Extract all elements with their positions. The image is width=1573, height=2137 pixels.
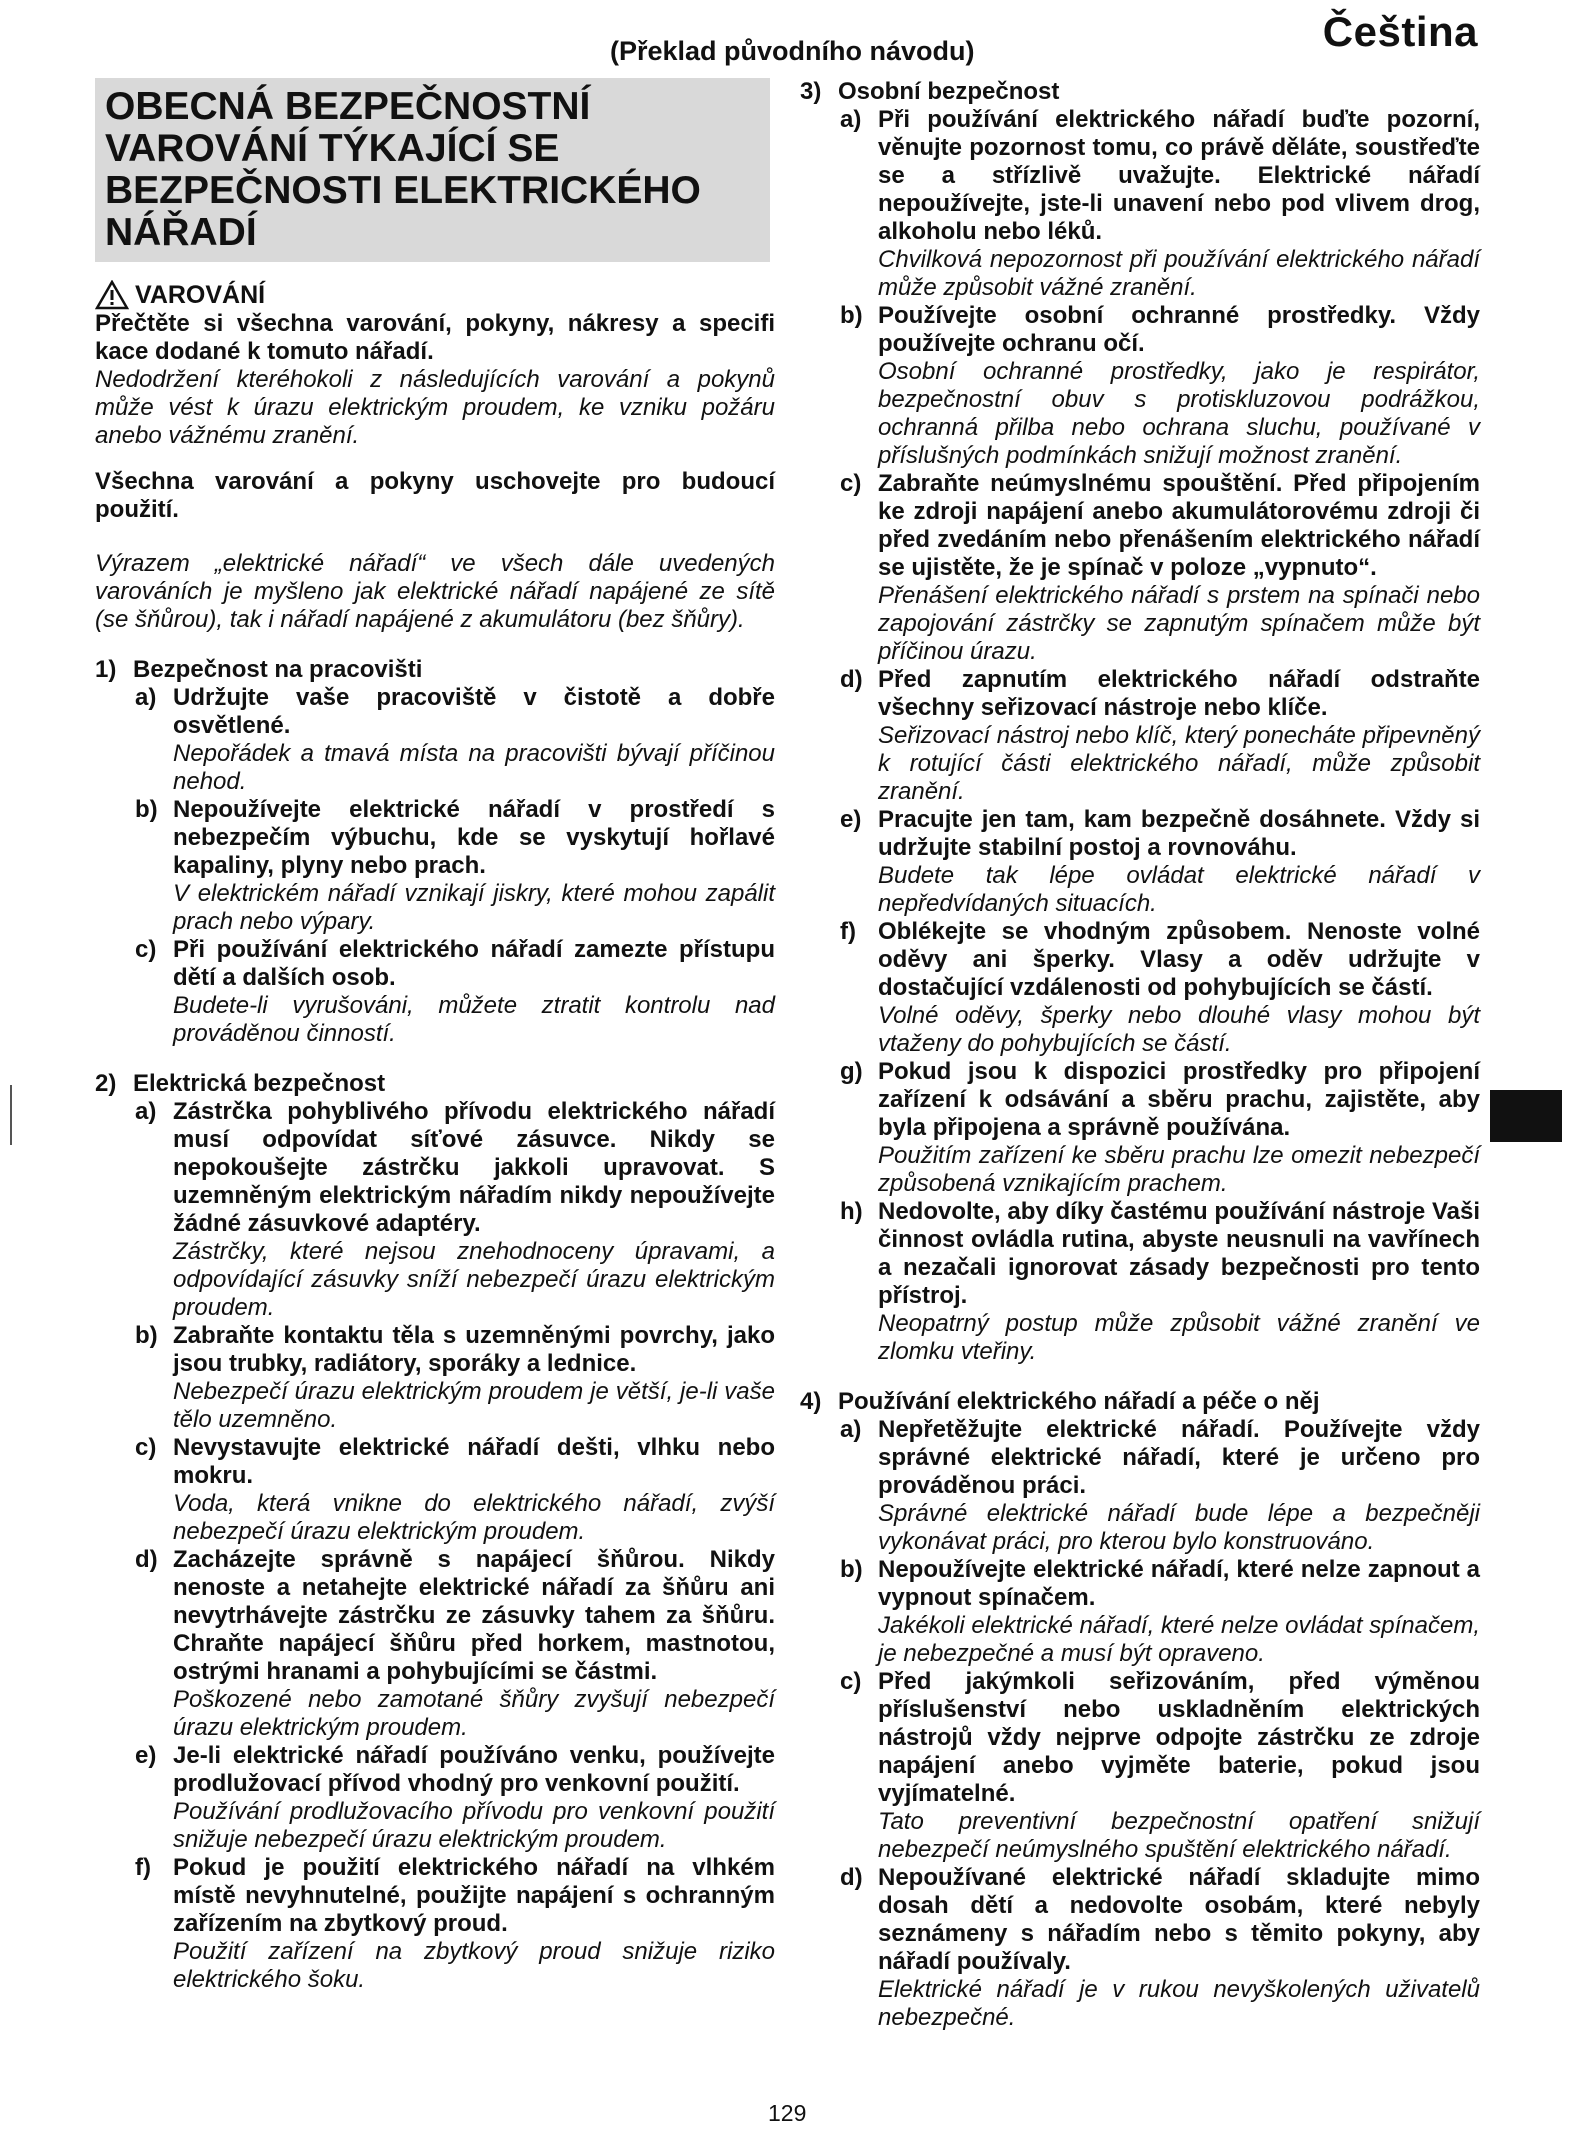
section-title [95, 656, 775, 684]
left-sections [95, 656, 775, 1994]
warning-triangle-icon [95, 280, 129, 310]
item-body [173, 1546, 775, 1742]
section [800, 1388, 1480, 2032]
page-title: OBECNÁ BEZPEČNOSTNÍ VAROVÁNÍ TÝKAJÍCÍ SE BEZPEČNOSTI ELEKTRICKÉHO NÁŘADÍ [95, 78, 770, 262]
item-letter: a) [135, 1098, 157, 1125]
item-instruction: Před jakýmkoli seřizováním, před výměnou příslušenství nebo uskladněním elektrických nástrojů vždy nejprve odpojte zástrčku ze zdroje napájení anebo vyjměte baterie, pokud jsou vyjímatelné. [878, 1668, 1480, 1807]
item-body [878, 806, 1480, 918]
item-body [878, 666, 1480, 806]
item-instruction: Je-li elektrické nářadí používáno venku, používejte prodlužovací přívod vhodný pro venkovní použití. [173, 1742, 775, 1797]
item-note: Přenášení elektrického nářadí s prstem na spínači nebo zapojování zástrčky se zapnutým spínačem může být příčinou úrazu. [878, 582, 1480, 665]
list-item [135, 1546, 775, 1742]
item-instruction: Zacházejte správně s napájecí šňůrou. Nikdy nenoste a netahejte elektrické nářadí za šňůru ani nevytrhávejte zástrčku ze zásuvky tahem za šňůru. Chraňte napájecí šňůru před horkem, mastnotou, ostrými hranami a pohybujícími se částmi. [173, 1546, 775, 1685]
item-note: Budete tak lépe ovládat elektrické nářadí v nepředvídaných situacích. [878, 862, 1480, 917]
section-number: 4) [800, 1388, 822, 1415]
list-item [840, 806, 1480, 918]
item-instruction: Nepoužívané elektrické nářadí skladujte mimo dosah dětí a nedovolte osobám, které nebyly seznámeny s nářadím nebo s těmito pokyny, aby nářadí používaly. [878, 1864, 1480, 1975]
item-body [878, 918, 1480, 1058]
item-body [173, 1322, 775, 1434]
section-number: 1) [95, 656, 117, 683]
item-instruction: Zabraňte kontaktu těla s uzemněnými povrchy, jako jsou trubky, radiátory, sporáky a lednice. [173, 1322, 775, 1377]
item-body [173, 1854, 775, 1994]
list-item [840, 470, 1480, 666]
read-all-note: Nedodržení kteréhokoli z následujících varování a pokynů může vést k úrazu elektrickým proudem, ke vzniku požáru anebo vážnému zranění. [95, 366, 775, 449]
item-note: Nebezpečí úrazu elektrickým proudem je větší, je-li vaše tělo uzemněno. [173, 1378, 775, 1433]
item-instruction: Nepřetěžujte elektrické nářadí. Používejte vždy správné elektrické nářadí, které je určeno pro prováděnou práci. [878, 1416, 1480, 1499]
item-note: Seřizovací nástroj nebo klíč, který ponecháte připevněný k rotující části elektrického nářadí, může způsobit zranění. [878, 722, 1480, 805]
item-body [878, 1668, 1480, 1864]
item-note: Volné oděvy, šperky nebo dlouhé vlasy mohou být vtaženy do pohybujících se částí. [878, 1002, 1480, 1057]
item-note: V elektrickém nářadí vznikají jiskry, které mohou zapálit prach nebo výpary. [173, 880, 775, 935]
item-body [173, 1742, 775, 1854]
item-instruction: Zabraňte neúmyslnému spouštění. Před připojením ke zdroji napájení anebo akumulátorovému zdroji či před zvedáním nebo přenášením elektrického nářadí se ujistěte, že je spínač v poloze „vypnuto“. [878, 470, 1480, 581]
section-title [800, 78, 1480, 106]
item-body [173, 936, 775, 1048]
item-body [878, 302, 1480, 470]
item-note: Použitím zařízení ke sběru prachu lze omezit nebezpečí způsobená vznikajícím prachem. [878, 1142, 1480, 1197]
item-note: Použití zařízení na zbytkový proud snižuje riziko elektrického šoku. [173, 1938, 775, 1993]
item-note: Neopatrný postup může způsobit vážné zranění ve zlomku vteřiny. [878, 1310, 1480, 1365]
section-title-text: Elektrická bezpečnost [133, 1070, 386, 1097]
item-note: Voda, která vnikne do elektrického nářadí, zvýší nebezpečí úrazu elektrickým proudem. [173, 1490, 775, 1545]
list-item [840, 1198, 1480, 1366]
item-letter: d) [135, 1546, 158, 1573]
item-instruction: Nepoužívejte elektrické nářadí v prostředí s nebezpečím výbuchu, kde se vyskytují hořlavé kapaliny, plyny nebo prach. [173, 796, 775, 879]
item-body [878, 1416, 1480, 1556]
section-number: 3) [800, 78, 822, 105]
item-letter: h) [840, 1198, 863, 1225]
list-item [840, 1416, 1480, 1556]
item-instruction: Pokud jsou k dispozici prostředky pro připojení zařízení k odsávání a sběru prachu, zajistěte, aby byla připojena a správně používána. [878, 1058, 1480, 1141]
item-letter: a) [840, 1416, 862, 1443]
section-title-text: Osobní bezpečnost [838, 78, 1060, 105]
item-note: Používání prodlužovacího přívodu pro venkovní použití snižuje nebezpečí úrazu elektrickým proudem. [173, 1798, 775, 1853]
language-title: Čeština [1322, 8, 1478, 55]
list-item [135, 1434, 775, 1546]
left-column [95, 78, 775, 1994]
language-tab-marker [1490, 1090, 1562, 1142]
section-title [95, 1070, 775, 1098]
item-instruction: Udržujte vaše pracoviště v čistotě a dobře osvětlené. [173, 684, 775, 739]
list-item [840, 1864, 1480, 2032]
item-note: Správné elektrické nářadí bude lépe a bezpečněji vykonávat práci, pro kterou bylo konstruováno. [878, 1500, 1480, 1555]
section-number: 2) [95, 1070, 117, 1097]
list-item [840, 106, 1480, 302]
item-body [173, 1434, 775, 1546]
item-body [173, 1098, 775, 1322]
item-body [878, 1058, 1480, 1198]
item-letter: c) [135, 1434, 157, 1461]
item-note: Zástrčky, které nejsou znehodnoceny úpravami, a odpovídající zásuvky sníží nebezpečí úrazu elektrickým proudem. [173, 1238, 775, 1321]
item-letter: b) [840, 302, 863, 329]
list-item [135, 936, 775, 1048]
item-instruction: Pracujte jen tam, kam bezpečně dosáhnete. Vždy si udržujte stabilní postoj a rovnováhu. [878, 806, 1480, 861]
item-letter: a) [840, 106, 862, 133]
list-item [840, 1668, 1480, 1864]
item-instruction: Nepoužívejte elektrické nářadí, které nelze zapnout a vypnout spínačem. [878, 1556, 1480, 1611]
item-note: Osobní ochranné prostředky, jako je respirátor, bezpečnostní obuv s protiskluzovou podrážkou, ochranná přilba nebo ochrana sluchu, používané v příslušných podmínkách snižují možnost zranění. [878, 358, 1480, 469]
item-letter: c) [840, 1668, 862, 1695]
item-instruction: Nedovolte, aby díky častému používání nástroje Vaši činnost ovládla rutina, abyste neusnuli na vavřínech a nezačali ignorovat zásady bezpečnosti pro tento přístroj. [878, 1198, 1480, 1309]
item-letter: b) [135, 796, 158, 823]
list-item [840, 1058, 1480, 1198]
item-letter: a) [135, 684, 157, 711]
keep-instruction: Všechna varování a pokyny uschovejte pro budoucí použití. [95, 468, 775, 523]
list-item [135, 684, 775, 796]
item-instruction: Zástrčka pohyblivého přívodu elektrického nářadí musí odpovídat síťové zásuvce. Nikdy se nepokoušejte zástrčku jakkoli upravovat. S uzemněným elektrickým nářadím nikdy nepoužívejte žádné zásuvkové adaptéry. [173, 1098, 775, 1237]
section [800, 78, 1480, 1366]
item-body [173, 796, 775, 936]
section-title-text: Bezpečnost na pracovišti [133, 656, 423, 683]
section [95, 1070, 775, 1994]
item-instruction: Nevystavujte elektrické nářadí dešti, vlhku nebo mokru. [173, 1434, 775, 1489]
item-letter: e) [840, 806, 862, 833]
item-letter: f) [840, 918, 856, 945]
item-note: Jakékoli elektrické nářadí, které nelze ovládat spínačem, je nebezpečné a musí být opraveno. [878, 1612, 1480, 1667]
list-item [135, 796, 775, 936]
list-item [840, 302, 1480, 470]
item-letter: f) [135, 1854, 151, 1881]
item-instruction: Používejte osobní ochranné prostředky. Vždy používejte ochranu očí. [878, 302, 1480, 357]
right-column [800, 78, 1480, 2032]
item-instruction: Při používání elektrického nářadí zamezte přístupu dětí a dalších osob. [173, 936, 775, 991]
item-body [878, 106, 1480, 302]
list-item [135, 1098, 775, 1322]
list-item [135, 1322, 775, 1434]
section-title [800, 1388, 1480, 1416]
page-number: 129 [768, 2100, 807, 2126]
item-note: Poškozené nebo zamotané šňůry zvyšují nebezpečí úrazu elektrickým proudem. [173, 1686, 775, 1741]
item-body [878, 1864, 1480, 2032]
item-letter: d) [840, 666, 863, 693]
list-item [840, 666, 1480, 806]
item-letter: g) [840, 1058, 863, 1085]
item-instruction: Pokud je použití elektrického nářadí na vlhkém místě nevyhnutelné, použijte napájení s ochranným zařízením na zbytkový proud. [173, 1854, 775, 1937]
read-all-instruction: Přečtěte si všechna varování, pokyny, nákresy a specifi kace dodané k tomuto nářadí. [95, 310, 775, 365]
item-instruction: Při používání elektrického nářadí buďte pozorní, věnujte pozornost tomu, co právě děláte, soustřeďte se a střízlivě uvažujte. Elektrické nářadí nepoužívejte, jste-li unavení nebo pod vlivem drog, alkoholu nebo léků. [878, 106, 1480, 245]
translation-note: (Překlad původního návodu) [610, 36, 975, 66]
item-body [173, 684, 775, 796]
item-body [878, 1198, 1480, 1366]
item-letter: c) [840, 470, 862, 497]
list-item [135, 1742, 775, 1854]
item-note: Chvilková nepozornost při používání elektrického nářadí může způsobit vážné zranění. [878, 246, 1480, 301]
item-note: Nepořádek a tmavá místa na pracovišti bývají příčinou nehod. [173, 740, 775, 795]
right-sections [800, 78, 1480, 2032]
section-title-text: Používání elektrického nářadí a péče o něj [838, 1388, 1320, 1415]
list-item [135, 1854, 775, 1994]
item-note: Elektrické nářadí je v rukou nevyškolených uživatelů nebezpečné. [878, 1976, 1480, 2031]
list-item [840, 918, 1480, 1058]
item-letter: d) [840, 1864, 863, 1891]
item-note: Budete-li vyrušováni, můžete ztratit kontrolu nad prováděnou činností. [173, 992, 775, 1047]
section [95, 656, 775, 1048]
item-instruction: Oblékejte se vhodným způsobem. Nenoste volné oděvy ani šperky. Vlasy a oděv udržujte v dostačující vzdálenosti od pohybujících se částí. [878, 918, 1480, 1001]
definition-note: Výrazem „elektrické nářadí“ ve všech dále uvedených varováních je myšleno jak elektrické nářadí napájené ze sítě (se šňůrou), tak i nářadí napájené z akumulátoru (bez šňůry). [95, 550, 775, 633]
list-item [840, 1556, 1480, 1668]
warning-heading [95, 280, 775, 310]
item-letter: b) [135, 1322, 158, 1349]
item-instruction: Před zapnutím elektrického nářadí odstraňte všechny seřizovací nástroje nebo klíče. [878, 666, 1480, 721]
item-letter: e) [135, 1742, 157, 1769]
item-body [878, 1556, 1480, 1668]
item-note: Tato preventivní bezpečnostní opatření snižují nebezpečí neúmyslného spuštění elektrického nářadí. [878, 1808, 1480, 1863]
item-letter: c) [135, 936, 157, 963]
scan-edge-mark [10, 1085, 12, 1145]
item-letter: b) [840, 1556, 863, 1583]
warning-label: VAROVÁNÍ [135, 281, 266, 309]
item-body [878, 470, 1480, 666]
